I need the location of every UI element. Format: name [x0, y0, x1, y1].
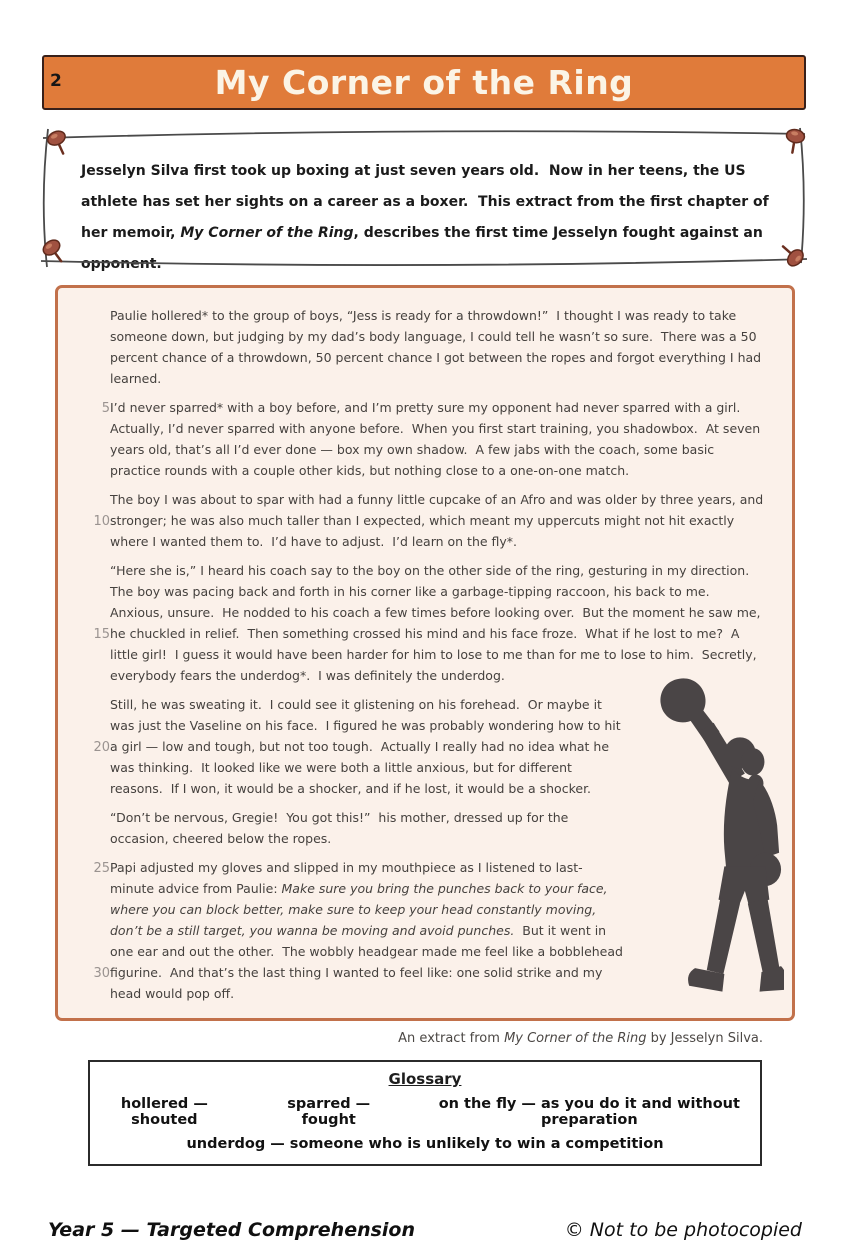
- glossary-row: [102, 1136, 748, 1152]
- glossary-box: [88, 1060, 762, 1166]
- line-number: 30: [93, 966, 110, 981]
- intro-box: [33, 123, 815, 270]
- intro-text: Jesselyn Silva first took up boxing at just seven years old. Now in her teens, the US athlete has set her sights on a career as a boxer. This extract from the first chapter of her memoir, My Corner of the Ring, describes the first time Jesselyn fought against an opponent.: [81, 163, 774, 272]
- passage-box: [55, 285, 795, 1021]
- glossary-title: Glossary: [388, 1070, 462, 1088]
- boxer-silhouette-illustration: [652, 672, 784, 1010]
- line-number: 10: [93, 514, 110, 529]
- glossary-row: [102, 1096, 748, 1128]
- passage-paragraph: “Don’t be nervous, Gregie! You got this!” his mother, dressed up for the occasion, cheered below the ropes.: [110, 810, 573, 846]
- title-banner: [42, 55, 806, 110]
- pushpin-icon: [44, 128, 73, 159]
- line-number: 25: [93, 861, 110, 876]
- page-footer: [48, 1219, 802, 1241]
- page-title: My Corner of the Ring: [214, 63, 634, 102]
- line-number: 20: [93, 740, 110, 755]
- attribution-line: An extract from My Corner of the Ring by Jesselyn Silva.: [398, 1031, 763, 1046]
- passage-paragraph: The boy I was about to spar with had a funny little cupcake of an Afro and was older by three years, and stronger; he was also much taller than I expected, which meant my uppercuts might not hit exactly where I wanted them to. I’d have to adjust. I’d learn on the fly*.: [110, 492, 768, 549]
- glossary-entry: on the fly — as you do it and without preparation: [438, 1096, 746, 1128]
- passage-paragraph: I’d never sparred* with a boy before, and I’m pretty sure my opponent had never sparred with a girl. Actually, I’d never sparred with anyone before. When you first start training, you shadowbox. At seven years old, that’s all I’d ever done — box my own shadow. A few jabs with the coach, some basic practice rounds with a couple other kids, but nothing close to a one-on-one match.: [110, 400, 765, 478]
- passage-paragraph: Still, he was sweating it. I could see it glistening on his forehead. Or maybe it was just the Vaseline on his face. I figured he was probably wondering how to hit a girl — low and tough, but not too tough. Actually I really had no idea what he was thinking. It looked like we were both a little anxious, but for different reasons. If I won, it would be a shocker, and if he lost, it would be a shocker.: [110, 697, 625, 796]
- line-number: 15: [93, 627, 110, 642]
- line-number: 5: [101, 401, 110, 416]
- page-number: 2: [50, 71, 62, 91]
- glossary-entry: underdog — someone who is unlikely to win a competition: [186, 1136, 664, 1152]
- footer-series-title: Year 5 — Targeted Comprehension: [48, 1219, 416, 1241]
- passage-paragraph: Papi adjusted my gloves and slipped in my mouthpiece as I listened to last-minute advice from Paulie: Make sure you bring the punches back to your face, where you can block better, make sure to keep your head constantly moving, don’t be a still target, you wanna be moving and avoid punches. But it went in one ear and out the other. The wobbly headgear made me feel like a bobblehead figurine. And that’s the last thing I wanted to feel like: one solid strike and my head would pop off.: [110, 860, 627, 1001]
- footer-copyright: © Not to be photocopied: [564, 1219, 802, 1241]
- passage-paragraph: “Here she is,” I heard his coach say to the boy on the other side of the ring, gesturing in my direction. The boy was pacing back and forth in his corner like a garbage-tipping raccoon, his back to me. Anxious, unsure. He nodded to his coach a few times before looking over. But the moment he saw me, he chuckled in relief. Then something crossed his mind and his face froze. What if he lost to me? A little girl! I guess it would have been harder for him to lose to me than for me to lose to him. Secretly, everybody fears the underdog*. I was definitely the underdog.: [110, 563, 765, 683]
- parchment-border: [33, 123, 815, 270]
- glossary-entry: sparred — fought: [287, 1096, 376, 1128]
- passage-paragraph: Paulie hollered* to the group of boys, “Jess is ready for a throwdown!” I thought I was ready to take someone down, but judging by my dad’s body language, I could tell he wasn’t so sure. There was a 50 percent chance of a throwdown, 50 percent chance I got between the ropes and forgot everything I had learned.: [110, 308, 766, 386]
- glossary-entry: hollered — shouted: [120, 1096, 213, 1128]
